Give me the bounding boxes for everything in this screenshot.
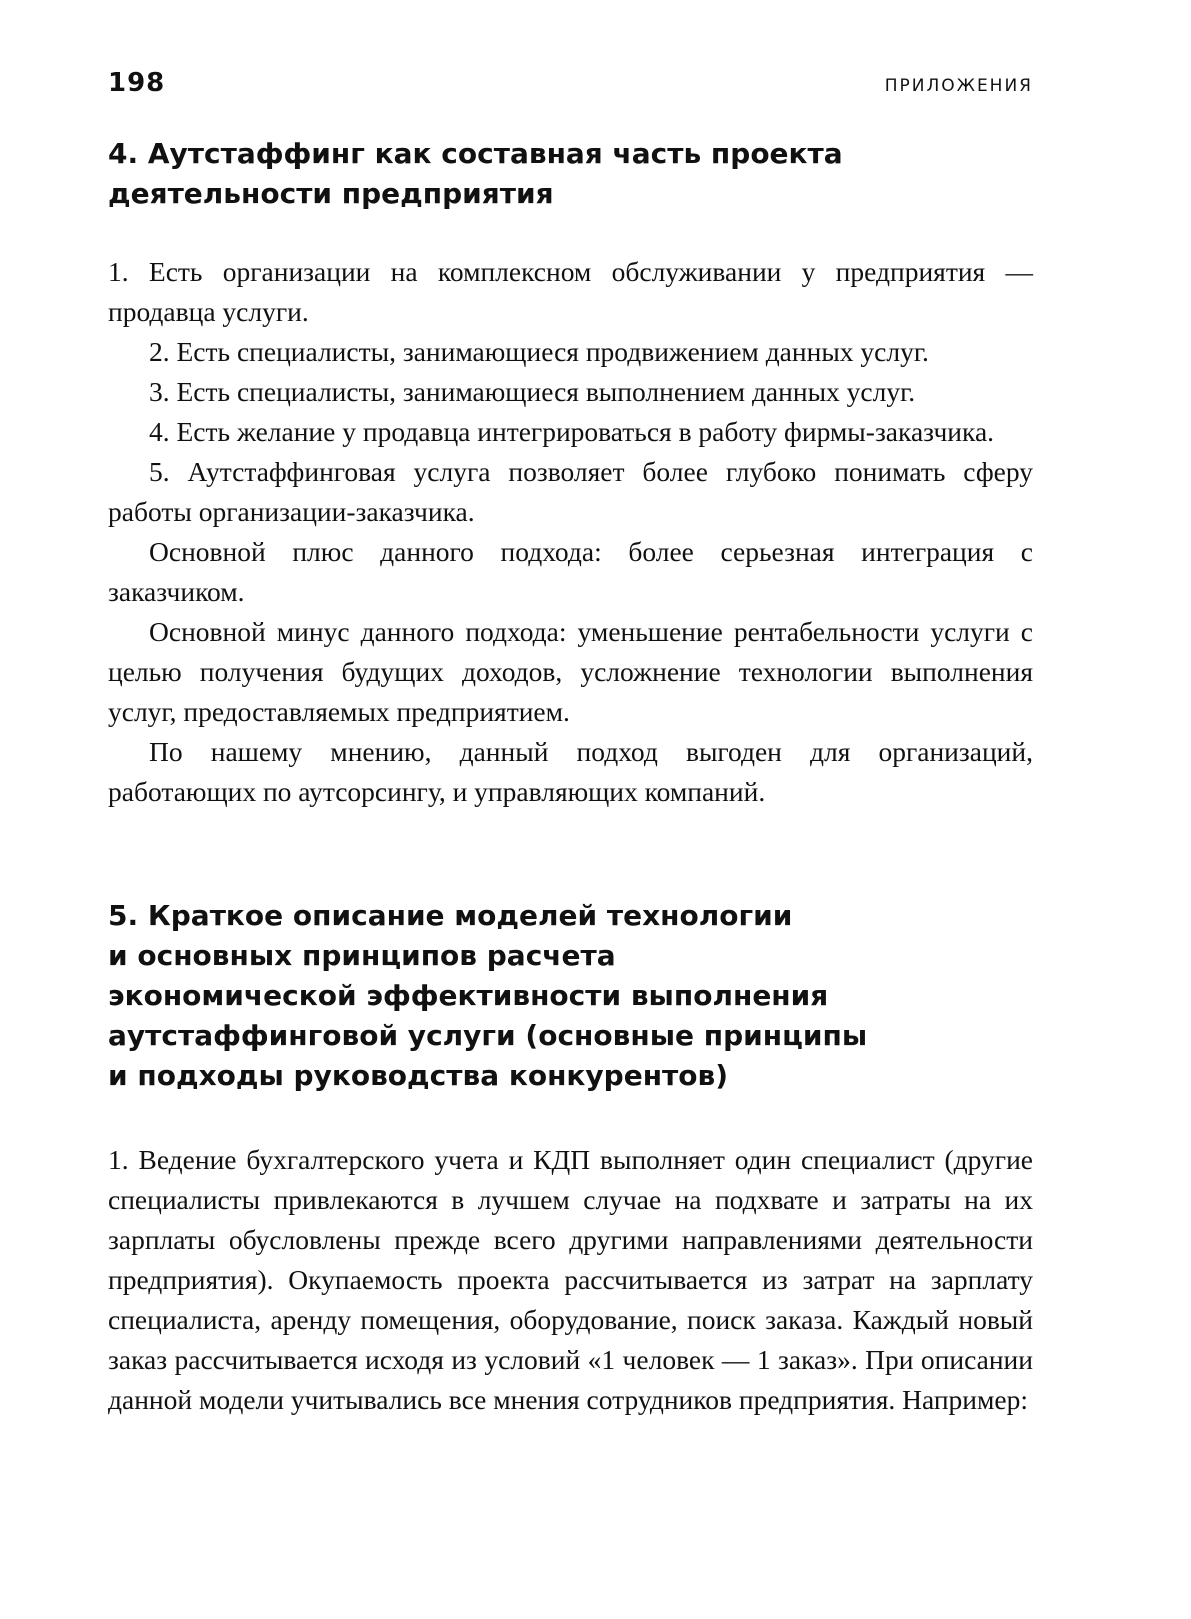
section-5-heading [108, 896, 1033, 1096]
section-4-body [108, 252, 1033, 812]
section-5-body [108, 1140, 1033, 1420]
paragraph: 4. Есть желание у продавца интегрироваться в работу фирмы-заказчика. [149, 416, 995, 447]
paragraph: 5. Аутстаффинговая услуга позволяет более глубоко понимать сферу работы организации-заказчика. [108, 456, 1033, 527]
section-5-heading-line: аутстаффинговой услуги (основные принципы [108, 1019, 868, 1052]
page-number: 198 [108, 68, 166, 98]
section-5-heading-line: и основных принципов расчета [108, 939, 616, 972]
section-5-heading-line: экономической эффективности выполнения [108, 979, 829, 1012]
section-4-heading-line: 4. Аутстаффинг как составная часть проекта [108, 137, 843, 170]
running-head [108, 68, 1033, 108]
book-page [108, 68, 1033, 1420]
paragraph: По нашему мнению, данный подход выгоден для организаций, работающих по аутсорсингу, и управляющих компаний. [108, 736, 1033, 807]
section-4-heading-line: деятельности предприятия [108, 177, 554, 210]
paragraph: Основной минус данного подхода: уменьшение рентабельности услуги с целью получения будущих доходов, усложнение технологии выполнения услуг, предоставляемых предприятием. [108, 616, 1033, 727]
paragraph: 3. Есть специалисты, занимающиеся выполнением данных услуг. [149, 376, 916, 407]
paragraph: 1. Есть организации на комплексном обслуживании у предприятия — продавца услуги. [108, 256, 1033, 327]
section-5-heading-line: 5. Краткое описание моделей технологии [108, 899, 793, 932]
paragraph: Основной плюс данного подхода: более серьезная интеграция с заказчиком. [108, 536, 1033, 607]
running-head-section: ПРИЛОЖЕНИЯ [884, 76, 1033, 96]
section-5-heading-line: и подходы руководства конкурентов) [108, 1059, 729, 1092]
paragraph: 2. Есть специалисты, занимающиеся продвижением данных услуг. [149, 336, 929, 367]
section-4-heading [108, 134, 1033, 214]
paragraph: 1. Ведение бухгалтерского учета и КДП выполняет один специалист (другие специалисты привлекаются в лучшем случае на подхвате и затраты на их зарплаты обусловлены прежде всего другими направлениями деятельности предприятия). Окупаемость проекта рассчитывается из затрат на зарплату специалиста, аренду помещения, оборудование, поиск заказа. Каждый новый заказ рассчитывается исходя из условий «1 человек — 1 заказ». При описании данной модели учитывались все мнения сотрудников предприятия. Например: [108, 1144, 1033, 1415]
